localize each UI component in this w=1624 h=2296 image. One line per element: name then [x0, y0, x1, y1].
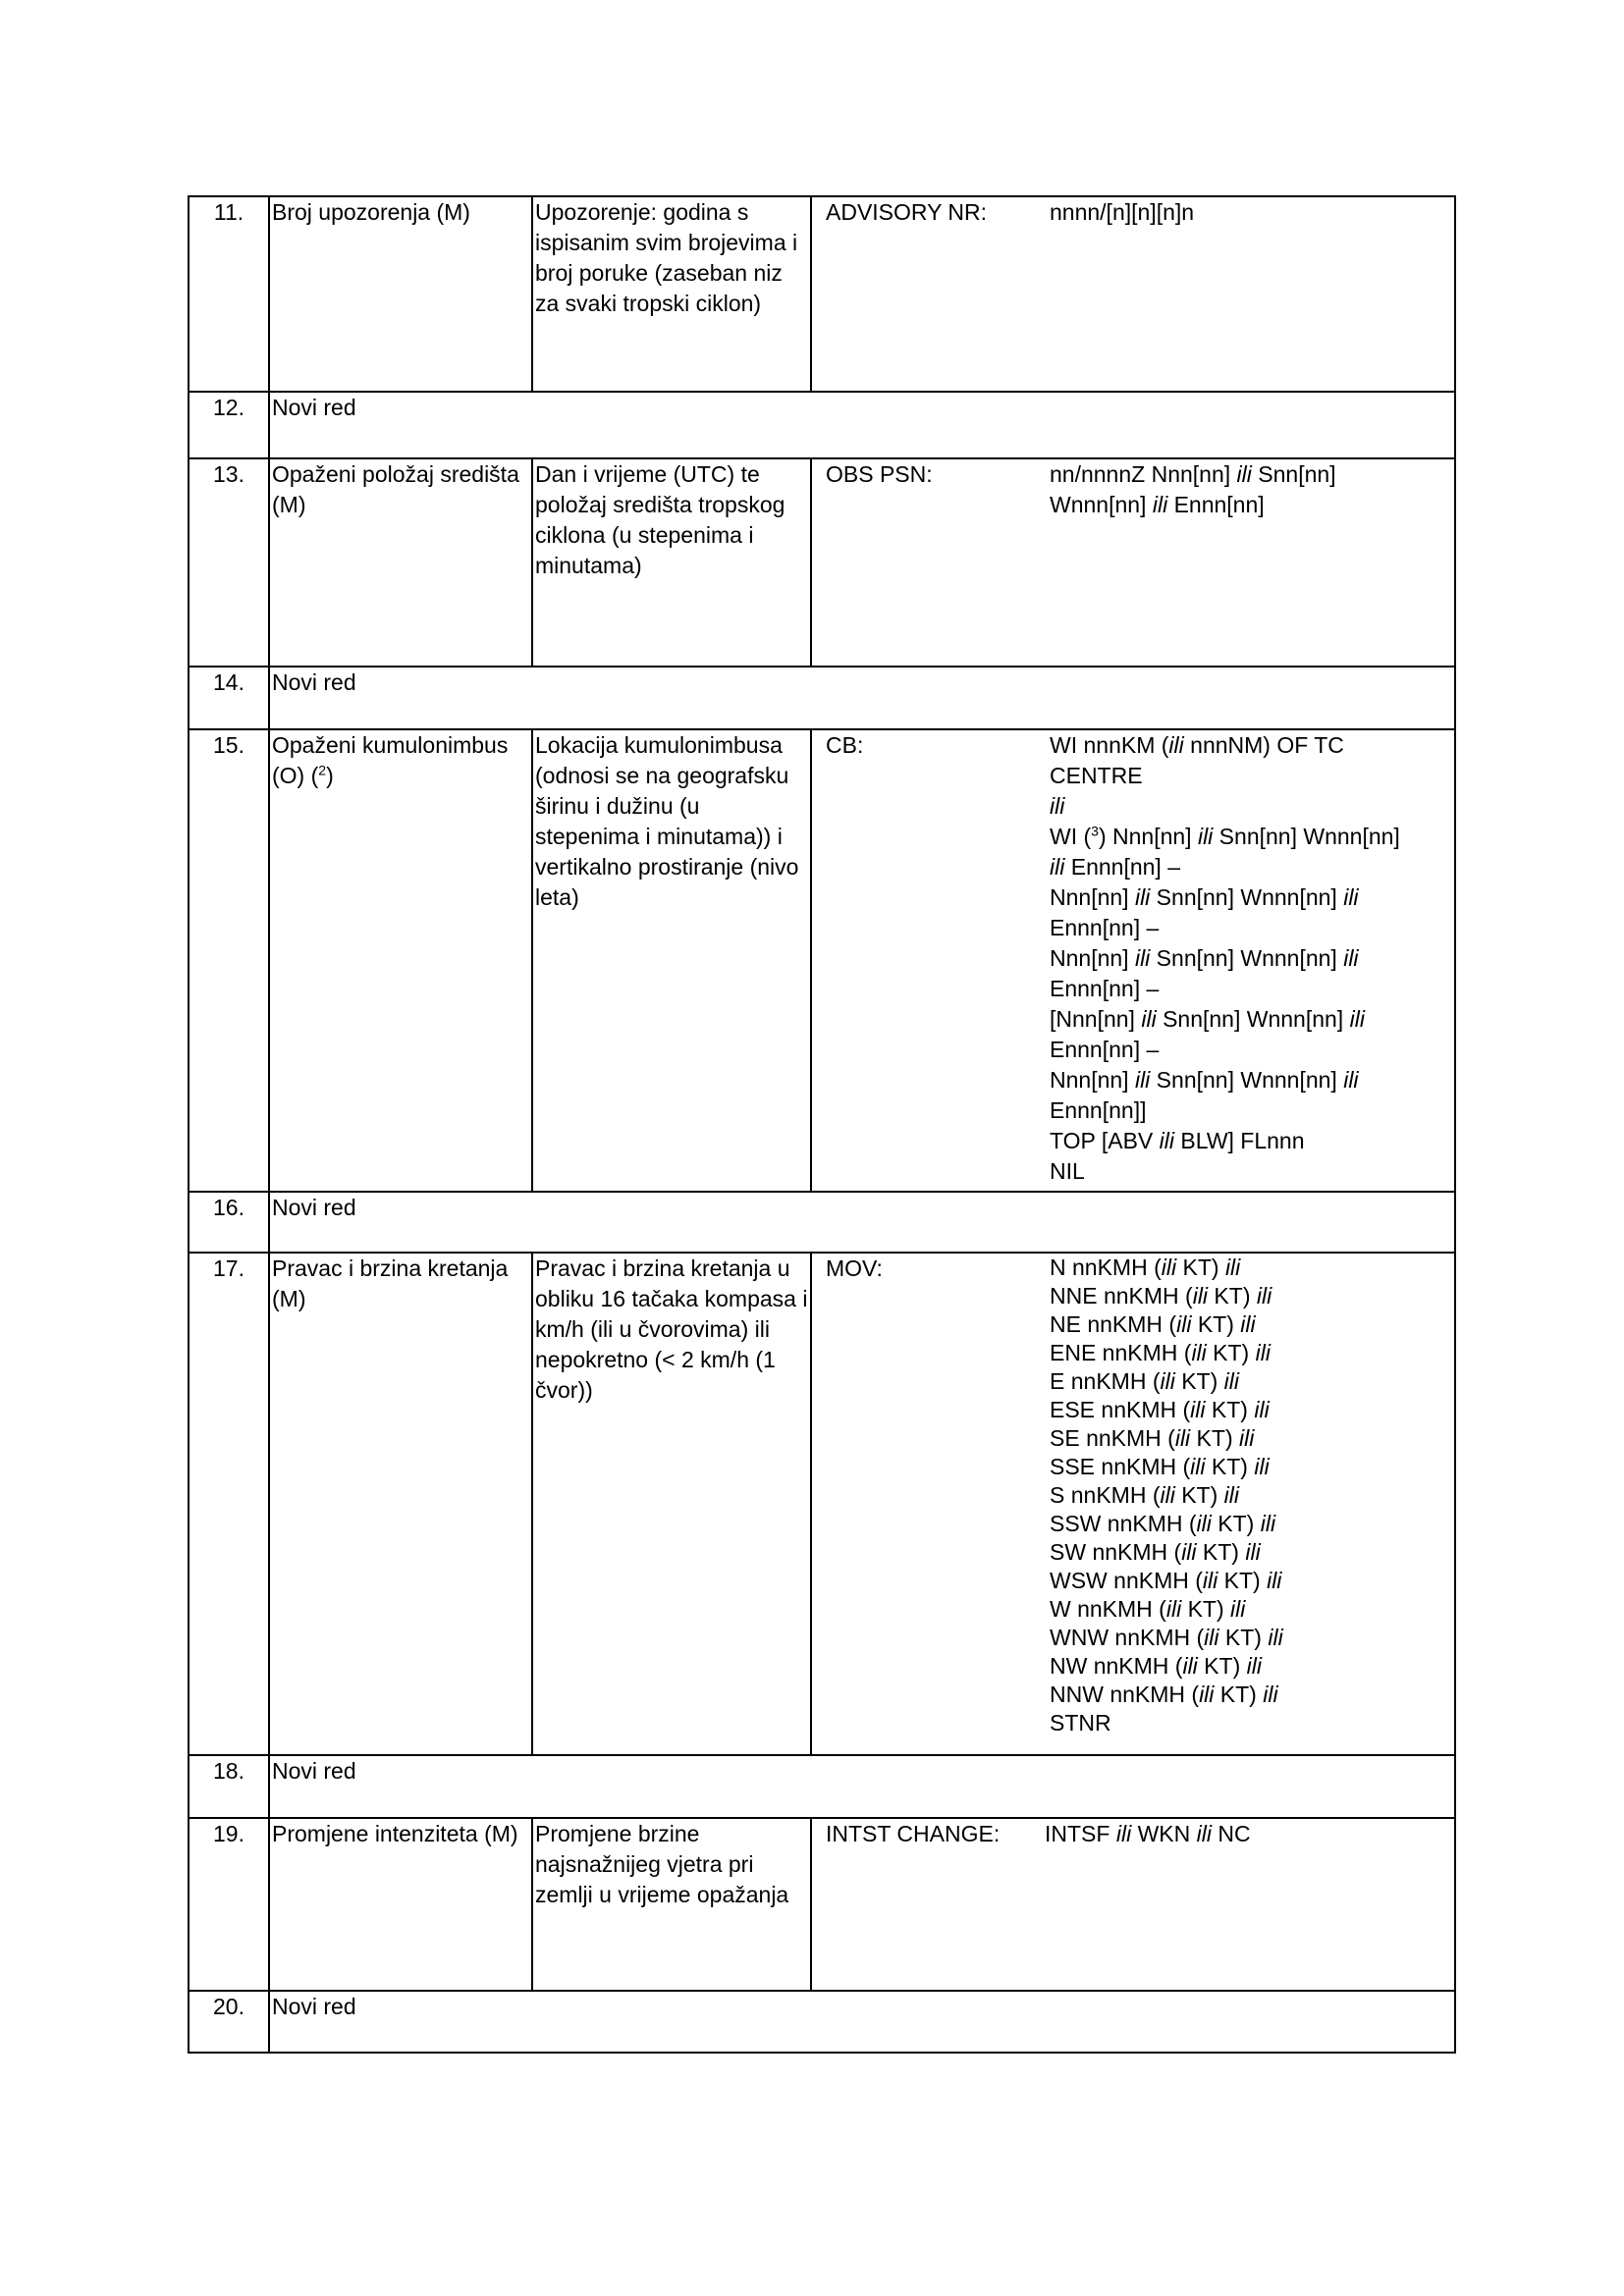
ili-conjunction: ili: [1152, 492, 1168, 517]
newline-label: Novi red: [269, 1755, 1455, 1818]
ili-conjunction: ili: [1246, 1653, 1262, 1679]
template-line: NW nnKMH (ili KT) ili: [1050, 1653, 1262, 1679]
template-line: NE nnKMH (ili KT) ili: [1050, 1311, 1256, 1337]
template-value: nnnn/[n][n][n]n: [1050, 199, 1195, 225]
table-row-19: [189, 1818, 1455, 1991]
row-number: 16.: [189, 1192, 269, 1253]
element-name: Promjene intenziteta (M): [269, 1818, 532, 1991]
ili-conjunction: ili: [1204, 1625, 1219, 1650]
ili-conjunction: ili: [1254, 1397, 1270, 1422]
table-row-17: [189, 1253, 1455, 1755]
ili-conjunction: ili: [1202, 1568, 1218, 1593]
ili-conjunction: ili: [1239, 1425, 1255, 1451]
footnote-ref: 2: [318, 762, 327, 778]
template-cell: [811, 1818, 1455, 1991]
ili-conjunction: ili: [1161, 1255, 1177, 1280]
template-line: WI ($^3$) Nnn[nn] ili Snn[nn] Wnnn[nn]: [1050, 823, 1400, 849]
template-line: [1050, 791, 1452, 822]
template-line: E nnKMH (ili KT) ili: [1050, 1368, 1240, 1394]
element-name: [269, 729, 532, 1192]
template-cell: [811, 729, 1455, 1192]
ili-conjunction: ili: [1192, 1283, 1209, 1308]
table-row-20: [189, 1991, 1455, 2053]
newline-label: Novi red: [269, 1991, 1455, 2053]
template-line: SSE nnKMH (ili KT) ili: [1050, 1454, 1270, 1479]
ili-conjunction: ili: [1263, 1682, 1278, 1707]
template-line: WSW nnKMH (ili KT) ili: [1050, 1568, 1282, 1593]
ili-conjunction: ili: [1182, 1653, 1198, 1679]
element-name: Pravac i brzina kretanja (M): [269, 1253, 532, 1755]
row-number: 11.: [189, 196, 269, 392]
element-description: Promjene brzine najsnažnijeg vjetra pri zemlji u vrijeme opažanja: [532, 1818, 811, 1991]
template-line: ESE nnKMH (ili KT) ili: [1050, 1397, 1270, 1422]
ili-conjunction: ili: [1196, 1821, 1212, 1846]
newline-label: Novi red: [269, 667, 1455, 729]
ili-conjunction: ili: [1160, 1482, 1175, 1508]
template-line: Nnn[nn] ili Snn[nn] Wnnn[nn] ili: [1050, 945, 1359, 971]
ili-conjunction: ili: [1191, 1340, 1207, 1365]
template-line: Ennn[nn] –: [1050, 976, 1160, 1001]
row-number: 15.: [189, 729, 269, 1192]
ili-conjunction: ili: [1254, 1454, 1270, 1479]
ili-conjunction: ili: [1159, 1128, 1174, 1153]
ili-conjunction: ili: [1190, 1397, 1206, 1422]
ili-conjunction: ili: [1224, 1255, 1241, 1280]
ili-conjunction: ili: [1223, 1482, 1240, 1508]
ili-conjunction: ili: [1199, 1682, 1215, 1707]
table-row-12: [189, 392, 1455, 458]
template-line: [Nnn[nn] ili Snn[nn] Wnnn[nn] ili: [1050, 1006, 1365, 1032]
template-line: WNW nnKMH (ili KT) ili: [1050, 1625, 1283, 1650]
template-line: STNR: [1050, 1710, 1111, 1735]
template-line: NNE nnKMH (ili KT) ili: [1050, 1283, 1272, 1308]
ili-conjunction: ili: [1256, 1283, 1272, 1308]
ili-conjunction: ili: [1230, 1596, 1246, 1622]
ili-conjunction: ili: [1223, 1368, 1240, 1394]
row-number: 14.: [189, 667, 269, 729]
template-line: Ennn[nn]]: [1050, 1097, 1147, 1123]
ili-conjunction: ili: [1343, 1067, 1359, 1093]
element-name: Broj upozorenja (M): [269, 196, 532, 392]
row-number: 20.: [189, 1991, 269, 2053]
template-value: [1050, 730, 1452, 1187]
ili-conjunction: ili: [1196, 1511, 1212, 1536]
template-line: SSW nnKMH (ili KT) ili: [1050, 1511, 1276, 1536]
ili-conjunction: ili: [1267, 1568, 1282, 1593]
ili-conjunction: ili: [1260, 1511, 1276, 1536]
ili-conjunction: ili: [1240, 1311, 1256, 1337]
advisory-template-table: [188, 195, 1456, 2054]
ili-conjunction: ili: [1236, 461, 1252, 487]
template-line: NIL: [1050, 1158, 1085, 1184]
template-line: TOP [ABV ili BLW] FLnnn: [1050, 1128, 1305, 1153]
template-line: SE nnKMH (ili KT) ili: [1050, 1425, 1255, 1451]
template-line: INTSF ili WKN ili NC: [1045, 1821, 1251, 1846]
template-value: [1050, 459, 1452, 520]
ili-conjunction: ili: [1050, 793, 1065, 819]
ili-conjunction: ili: [1115, 1821, 1132, 1846]
template-code: CB:: [826, 732, 864, 758]
template-line: nn/nnnnZ Nnn[nn] ili Snn[nn]: [1050, 461, 1336, 487]
row-number: 18.: [189, 1755, 269, 1818]
newline-label: Novi red: [269, 1192, 1455, 1253]
ili-conjunction: ili: [1134, 945, 1151, 971]
template-line: Nnn[nn] ili Snn[nn] Wnnn[nn] ili: [1050, 884, 1359, 910]
template-line: Wnnn[nn] ili Ennn[nn]: [1050, 492, 1265, 517]
row-number: 19.: [189, 1818, 269, 1991]
element-name: Opaženi položaj središta (M): [269, 458, 532, 667]
template-line: Nnn[nn] ili Snn[nn] Wnnn[nn] ili: [1050, 1067, 1359, 1093]
element-name-end: ): [326, 763, 334, 788]
row-number: 17.: [189, 1253, 269, 1755]
template-line: Ennn[nn] –: [1050, 1037, 1160, 1062]
template-line: ili Ennn[nn] –: [1050, 854, 1180, 880]
template-cell: [811, 1253, 1455, 1755]
template-line: NNW nnKMH (ili KT) ili: [1050, 1682, 1278, 1707]
footnote-ref: 3: [1091, 823, 1099, 839]
row-number: 13.: [189, 458, 269, 667]
element-description: Upozorenje: godina s ispisanim svim brojevima i broj poruke (zaseban niz za svaki tropski ciklon): [532, 196, 811, 392]
row-number: 12.: [189, 392, 269, 458]
template-line: N nnKMH (ili KT) ili: [1050, 1255, 1241, 1280]
ili-conjunction: ili: [1197, 824, 1214, 849]
template-value: [1045, 1819, 1452, 1849]
table-row-13: [189, 458, 1455, 667]
ili-conjunction: ili: [1181, 1539, 1197, 1565]
table-row-11: [189, 196, 1455, 392]
ili-conjunction: ili: [1245, 1539, 1261, 1565]
template-code: OBS PSN:: [826, 461, 933, 487]
ili-conjunction: ili: [1165, 1596, 1182, 1622]
template-value: [1050, 1254, 1452, 1737]
template-line: W nnKMH (ili KT) ili: [1050, 1596, 1246, 1622]
template-line: WI nnnKM (ili nnnNM) OF TC: [1050, 732, 1344, 758]
template-line: CENTRE: [1050, 763, 1143, 788]
ili-conjunction: ili: [1343, 945, 1359, 971]
template-cell: [811, 458, 1455, 667]
element-description: Pravac i brzina kretanja u obliku 16 tačaka kompasa i km/h (ili u čvorovima) ili nepokretno (< 2 km/h (1 čvor)): [532, 1253, 811, 1755]
ili-conjunction: ili: [1174, 1425, 1191, 1451]
ili-conjunction: ili: [1134, 1067, 1151, 1093]
template-code: ADVISORY NR:: [826, 199, 988, 225]
ili-conjunction: ili: [1160, 1368, 1175, 1394]
element-name-text: Opaženi kumulonimbus (O) (: [272, 732, 509, 788]
ili-conjunction: ili: [1343, 884, 1359, 910]
template-cell: [811, 196, 1455, 392]
ili-conjunction: ili: [1349, 1006, 1365, 1032]
template-line: Ennn[nn] –: [1050, 915, 1160, 940]
ili-conjunction: ili: [1141, 1006, 1157, 1032]
element-description: Lokacija kumulonimbusa (odnosi se na geografsku širinu i dužinu (u stepenima i minutama)) i vertikalno prostiranje (nivo leta): [532, 729, 811, 1192]
ili-conjunction: ili: [1190, 1454, 1206, 1479]
ili-conjunction: ili: [1255, 1340, 1271, 1365]
template-line: ENE nnKMH (ili KT) ili: [1050, 1340, 1271, 1365]
newline-label: Novi red: [269, 392, 1455, 458]
template-line: S nnKMH (ili KT) ili: [1050, 1482, 1240, 1508]
ili-conjunction: ili: [1176, 1311, 1192, 1337]
template-line: SW nnKMH (ili KT) ili: [1050, 1539, 1261, 1565]
table-row-18: [189, 1755, 1455, 1818]
ili-conjunction: ili: [1268, 1625, 1283, 1650]
table-row-14: [189, 667, 1455, 729]
template-code: MOV:: [826, 1255, 883, 1281]
ili-conjunction: ili: [1134, 884, 1151, 910]
ili-conjunction: ili: [1168, 732, 1184, 758]
table-row-15: [189, 729, 1455, 1192]
template-code: INTST CHANGE:: [826, 1821, 1001, 1846]
element-description: Dan i vrijeme (UTC) te položaj središta tropskog ciklona (u stepenima i minutama): [532, 458, 811, 667]
ili-conjunction: ili: [1050, 854, 1065, 880]
table-row-16: [189, 1192, 1455, 1253]
